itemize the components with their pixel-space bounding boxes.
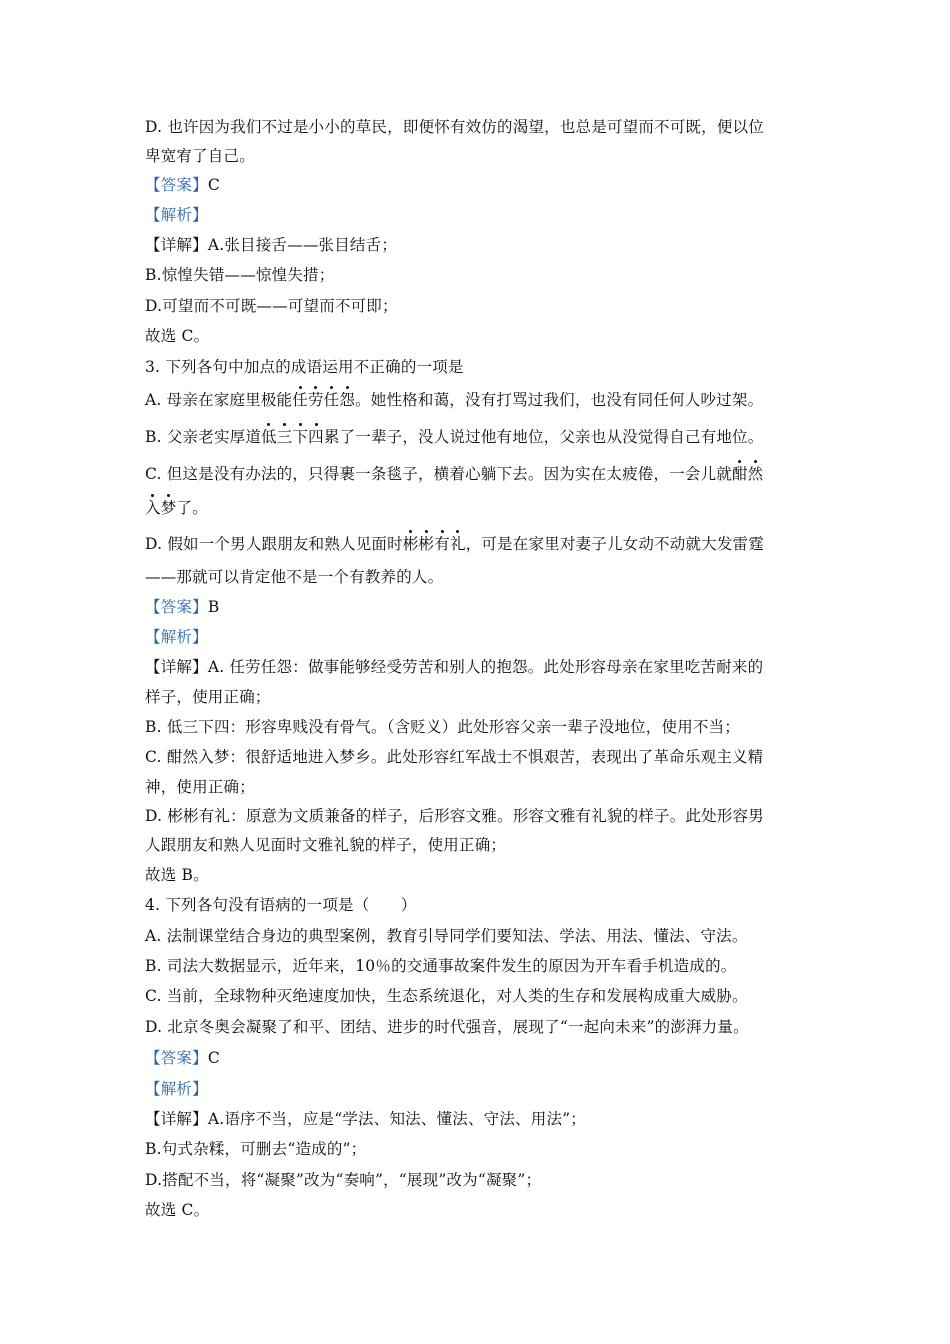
q2-detail-3: D.可望而不可既——可望而不可即； — [145, 297, 398, 315]
q3-detail-a2: 样子，使用正确； — [145, 688, 271, 706]
q2-detail-1 — [145, 235, 397, 255]
q3-detail-c1: C. 酣然入梦：很舒适地进入梦乡。此处形容红军战士不惧艰苦，表现出了革命乐观主义精 — [145, 748, 764, 766]
q3-option-d-line1 — [145, 534, 764, 554]
q3-analysis-tag: 【解析】 — [145, 628, 208, 646]
dotted-char: 酣 — [731, 465, 748, 483]
answer-value: C — [207, 1049, 220, 1067]
q3-detail-b: B. 低三下四：形容卑贱没有骨气。（含贬义）此处形容父亲一辈子没地位，使用不当； — [145, 718, 740, 736]
q4-option-c: C. 当前，全球物种灭绝速度加快，生态系统退化，对人类的生存和发展构成重大威胁。 — [145, 987, 748, 1005]
q4-option-a: A. 法制课堂结合身边的典型案例，教育引导同学们要知法、学法、用法、懂法、守法。 — [145, 927, 748, 945]
q3-stem: 3. 下列各句中加点的成语运用不正确的一项是 — [145, 358, 464, 376]
option-text: A. 母亲在家庭里极能 — [145, 391, 293, 409]
detail-text: A.语序不当，应是“学法、知法、懂法、守法、用法”； — [207, 1110, 586, 1128]
answer-value: B — [207, 598, 220, 616]
dotted-char: 低 — [261, 428, 277, 446]
dotted-char: 三 — [276, 428, 293, 446]
q4-detail-3: D.搭配不当，将“凝聚”改为“奏响”，“展现”改为“凝聚”； — [145, 1171, 542, 1189]
dotted-char: 怨 — [339, 391, 356, 409]
q4-answer — [145, 1048, 220, 1068]
q4-detail-1 — [145, 1109, 586, 1129]
dotted-char: 入 — [145, 499, 161, 517]
dotted-char: 任 — [292, 391, 308, 409]
q4-analysis-tag: 【解析】 — [145, 1080, 208, 1098]
answer-tag: 【答案】 — [145, 1049, 208, 1067]
dotted-char: 彬 — [402, 535, 419, 553]
q3-detail-d2: 人跟朋友和熟人见面时文雅礼貌的样子，使用正确； — [145, 836, 507, 854]
option-text: B. 父亲老实厚道 — [145, 428, 262, 446]
q4-option-b: B. 司法大数据显示，近年来，10％的交通事故案件发生的原因为开车看手机造成的。 — [145, 957, 737, 975]
q3-option-a — [145, 390, 763, 410]
detail-tag: 【详解】 — [145, 236, 208, 254]
q3-option-d-line2: ——那就可以肯定他不是一个有教养的人。 — [145, 568, 444, 586]
dotted-char: 彬 — [418, 535, 435, 553]
dotted-char: 有 — [434, 535, 450, 553]
answer-tag: 【答案】 — [145, 176, 208, 194]
q4-option-d: D. 北京冬奥会凝聚了和平、团结、进步的时代强音，展现了“一起向未来”的澎湃力量。 — [145, 1018, 749, 1036]
detail-tag: 【详解】 — [145, 1110, 208, 1128]
q2-option-d-line1: D. 也许因为我们不过是小小的草民，即便怀有效仿的渴望，也总是可望而不可既，便以位 — [145, 118, 764, 136]
q3-detail-d1: D. 彬彬有礼：原意为文质兼备的样子，后形容文雅。形容文雅有礼貌的样子。此处形容男 — [145, 807, 764, 825]
q3-option-b — [145, 427, 763, 447]
dotted-char: 然 — [747, 465, 764, 483]
detail-tag: 【详解】 — [145, 658, 208, 676]
option-text: 累了一辈子，没人说过他有地位，父亲也从没觉得自己有地位。 — [323, 428, 764, 446]
detail-text: A. 任劳任怨：做事能够经受劳苦和别人的抱怨。此处形容母亲在家里吃苦耐来的 — [207, 658, 764, 676]
option-text: D. 假如一个男人跟朋友和熟人见面时 — [145, 535, 403, 553]
q3-answer — [145, 597, 219, 617]
dotted-char: 下 — [292, 428, 309, 446]
option-text: ，可是在家里对妻子儿女动不动就大发雷霆 — [465, 535, 764, 553]
q2-detail-2: B.惊惶失错——惊惶失措； — [145, 266, 335, 284]
answer-value: C — [207, 176, 220, 194]
q3-option-c-line2 — [145, 498, 208, 518]
q2-conclusion: 故选 C。 — [145, 327, 210, 345]
q3-conclusion: 故选 B。 — [145, 866, 209, 884]
q2-answer — [145, 175, 220, 195]
q3-detail-c2: 神，使用正确； — [145, 778, 255, 796]
q3-detail-a1 — [145, 657, 763, 677]
answer-tag: 【答案】 — [145, 598, 208, 616]
dotted-char: 梦 — [160, 499, 177, 517]
option-text: 了。 — [176, 499, 208, 517]
q4-detail-2: B.句式杂糅，可删去“造成的”； — [145, 1140, 367, 1158]
option-text: 。她性格和蔼，没有打骂过我们，也没有同任何人吵过架。 — [355, 391, 764, 409]
dotted-char: 劳 — [307, 391, 324, 409]
q3-option-c-line1 — [145, 464, 763, 484]
q4-conclusion: 故选 C。 — [145, 1201, 210, 1219]
q4-stem: 4. 下列各句没有语病的一项是（ ） — [145, 896, 417, 914]
q2-option-d-line2: 卑宽宥了自己。 — [145, 147, 255, 165]
dotted-char: 礼 — [449, 535, 466, 553]
dotted-char: 任 — [323, 391, 340, 409]
detail-text: A.张目接舌——张目结舌； — [207, 236, 398, 254]
q2-analysis-tag: 【解析】 — [145, 206, 208, 224]
option-text: C. 但这是没有办法的，只得裹一条毯子，横着心躺下去。因为实在太疲倦，一会儿就 — [145, 465, 732, 483]
dotted-char: 四 — [308, 428, 324, 446]
